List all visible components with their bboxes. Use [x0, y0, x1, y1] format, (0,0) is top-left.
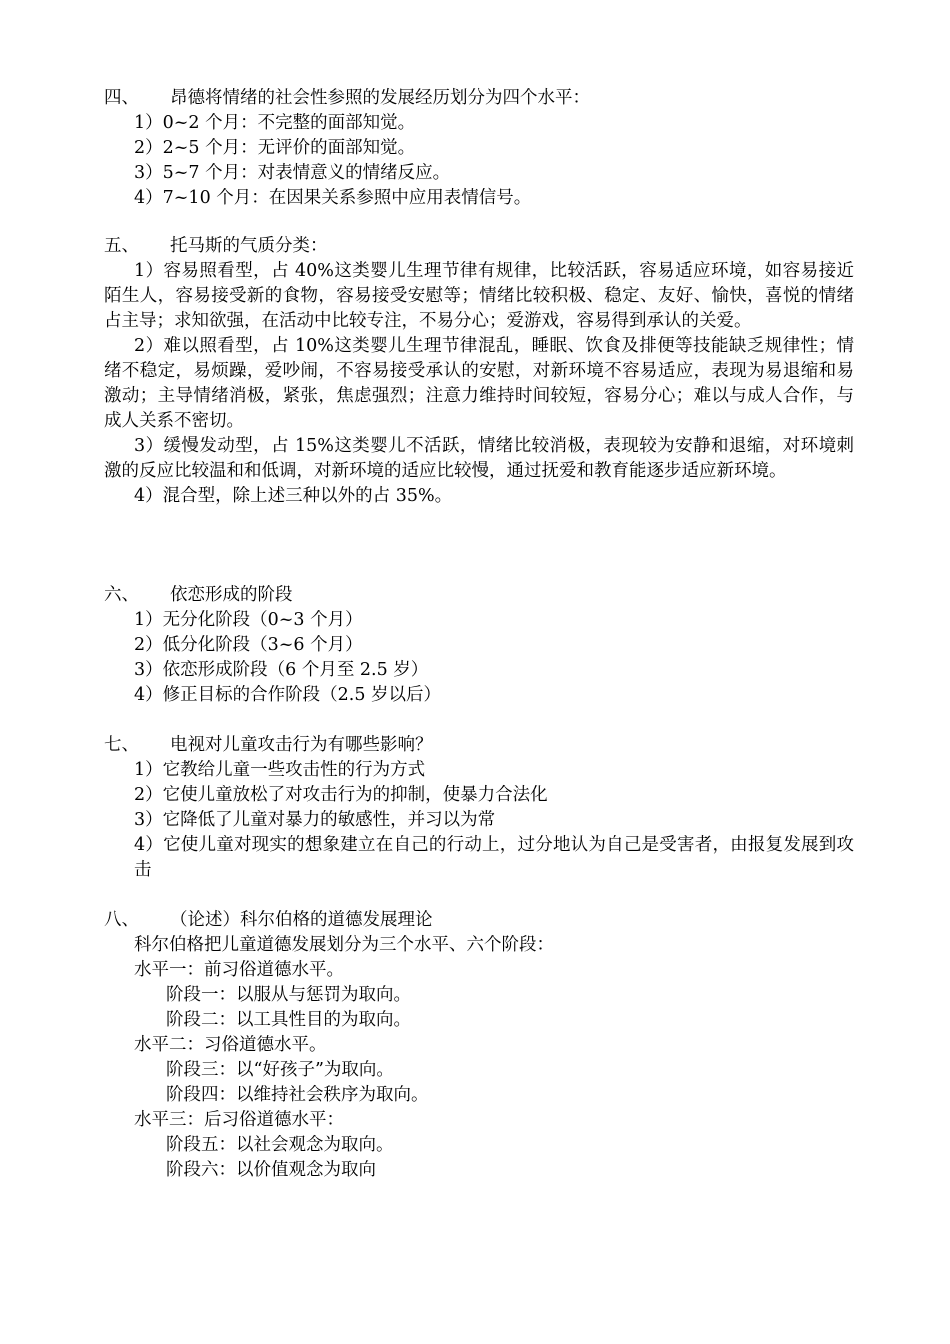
section-number: 四、	[104, 88, 139, 108]
level-item: 水平一：前习俗道德水平。	[134, 960, 344, 980]
list-item: 4）修正目标的合作阶段（2.5 岁以后）	[134, 685, 442, 705]
section-number: 五、	[104, 236, 139, 256]
section-7-heading	[104, 733, 854, 758]
stage-item: 阶段六：以价值观念为取向	[166, 1160, 376, 1180]
section-6	[104, 583, 854, 708]
paragraph: 3）缓慢发动型，占 15%这类婴儿不活跃，情绪比较消极，表现较为安静和退缩，对环境刺激的反应比较温和和低调，对新环境的适应比较慢，通过抚爱和教育能逐步适应新环境。	[104, 436, 854, 481]
section-title: 托马斯的气质分类：	[170, 236, 328, 256]
paragraph: 2）难以照看型，占 10%这类婴儿生理节律混乱，睡眠、饮食及排便等技能缺乏规律性；情绪不稳定，易烦躁，爱吵闹，不容易接受承认的安慰，对新环境不容易适应，表现为易退缩和易激动；主导情绪消极，紧张，焦虑强烈；注意力维持时间较短，容易分心；难以与成人合作，与成人关系不密切。	[104, 336, 854, 431]
list-item: 1）无分化阶段（0~3 个月）	[134, 610, 363, 630]
section-6-heading	[104, 583, 854, 608]
stage-item: 阶段二：以工具性目的为取向。	[166, 1010, 411, 1030]
stage-item: 阶段四：以维持社会秩序为取向。	[166, 1085, 429, 1105]
list-item: 2）2~5 个月：无评价的面部知觉。	[134, 138, 416, 158]
section-title: （论述）科尔伯格的道德发展理论	[170, 910, 433, 930]
paragraph: 4）混合型，除上述三种以外的占 35%。	[134, 486, 453, 506]
section-4	[104, 86, 854, 211]
section-title: 依恋形成的阶段	[170, 585, 293, 605]
section-title: 电视对儿童攻击行为有哪些影响？	[170, 735, 433, 755]
list-item: 3）5~7 个月：对表情意义的情绪反应。	[134, 163, 451, 183]
section-number: 八、	[104, 910, 139, 930]
section-5	[104, 234, 854, 509]
intro-text: 科尔伯格把儿童道德发展划分为三个水平、六个阶段：	[134, 935, 554, 955]
list-item: 1）0~2 个月：不完整的面部知觉。	[134, 113, 416, 133]
level-item: 水平三：后习俗道德水平：	[134, 1110, 344, 1130]
section-4-heading	[104, 86, 854, 111]
section-number: 七、	[104, 735, 139, 755]
stage-item: 阶段三：以“好孩子”为取向。	[166, 1060, 394, 1080]
stage-item: 阶段五：以社会观念为取向。	[166, 1135, 394, 1155]
list-item: 2）它使儿童放松了对攻击行为的抑制，使暴力合法化	[134, 785, 548, 805]
list-item: 3）它降低了儿童对暴力的敏感性，并习以为常	[134, 810, 496, 830]
section-title: 昂德将情绪的社会性参照的发展经历划分为四个水平：	[170, 88, 590, 108]
paragraph: 1）容易照看型，占 40%这类婴儿生理节律有规律，比较活跃，容易适应环境，如容易接近陌生人，容易接受新的食物，容易接受安慰等；情绪比较积极、稳定、友好、愉快，喜悦的情绪占主导；求知欲强，在活动中比较专注，不易分心；爱游戏，容易得到承认的关爱。	[104, 261, 854, 331]
list-item: 1）它教给儿童一些攻击性的行为方式	[134, 760, 426, 780]
section-8	[104, 908, 854, 1183]
section-number: 六、	[104, 585, 139, 605]
list-item: 2）低分化阶段（3~6 个月）	[134, 635, 363, 655]
level-item: 水平二：习俗道德水平。	[134, 1035, 327, 1055]
section-5-heading	[104, 234, 854, 259]
list-item: 3）依恋形成阶段（6 个月至 2.5 岁）	[134, 660, 429, 680]
list-item: 4）7~10 个月：在因果关系参照中应用表情信号。	[134, 188, 532, 208]
stage-item: 阶段一：以服从与惩罚为取向。	[166, 985, 411, 1005]
list-item: 4）它使儿童对现实的想象建立在自己的行动上，过分地认为自己是受害者，由报复发展到攻击	[134, 835, 854, 880]
section-8-heading	[104, 908, 854, 933]
section-7	[104, 733, 854, 883]
